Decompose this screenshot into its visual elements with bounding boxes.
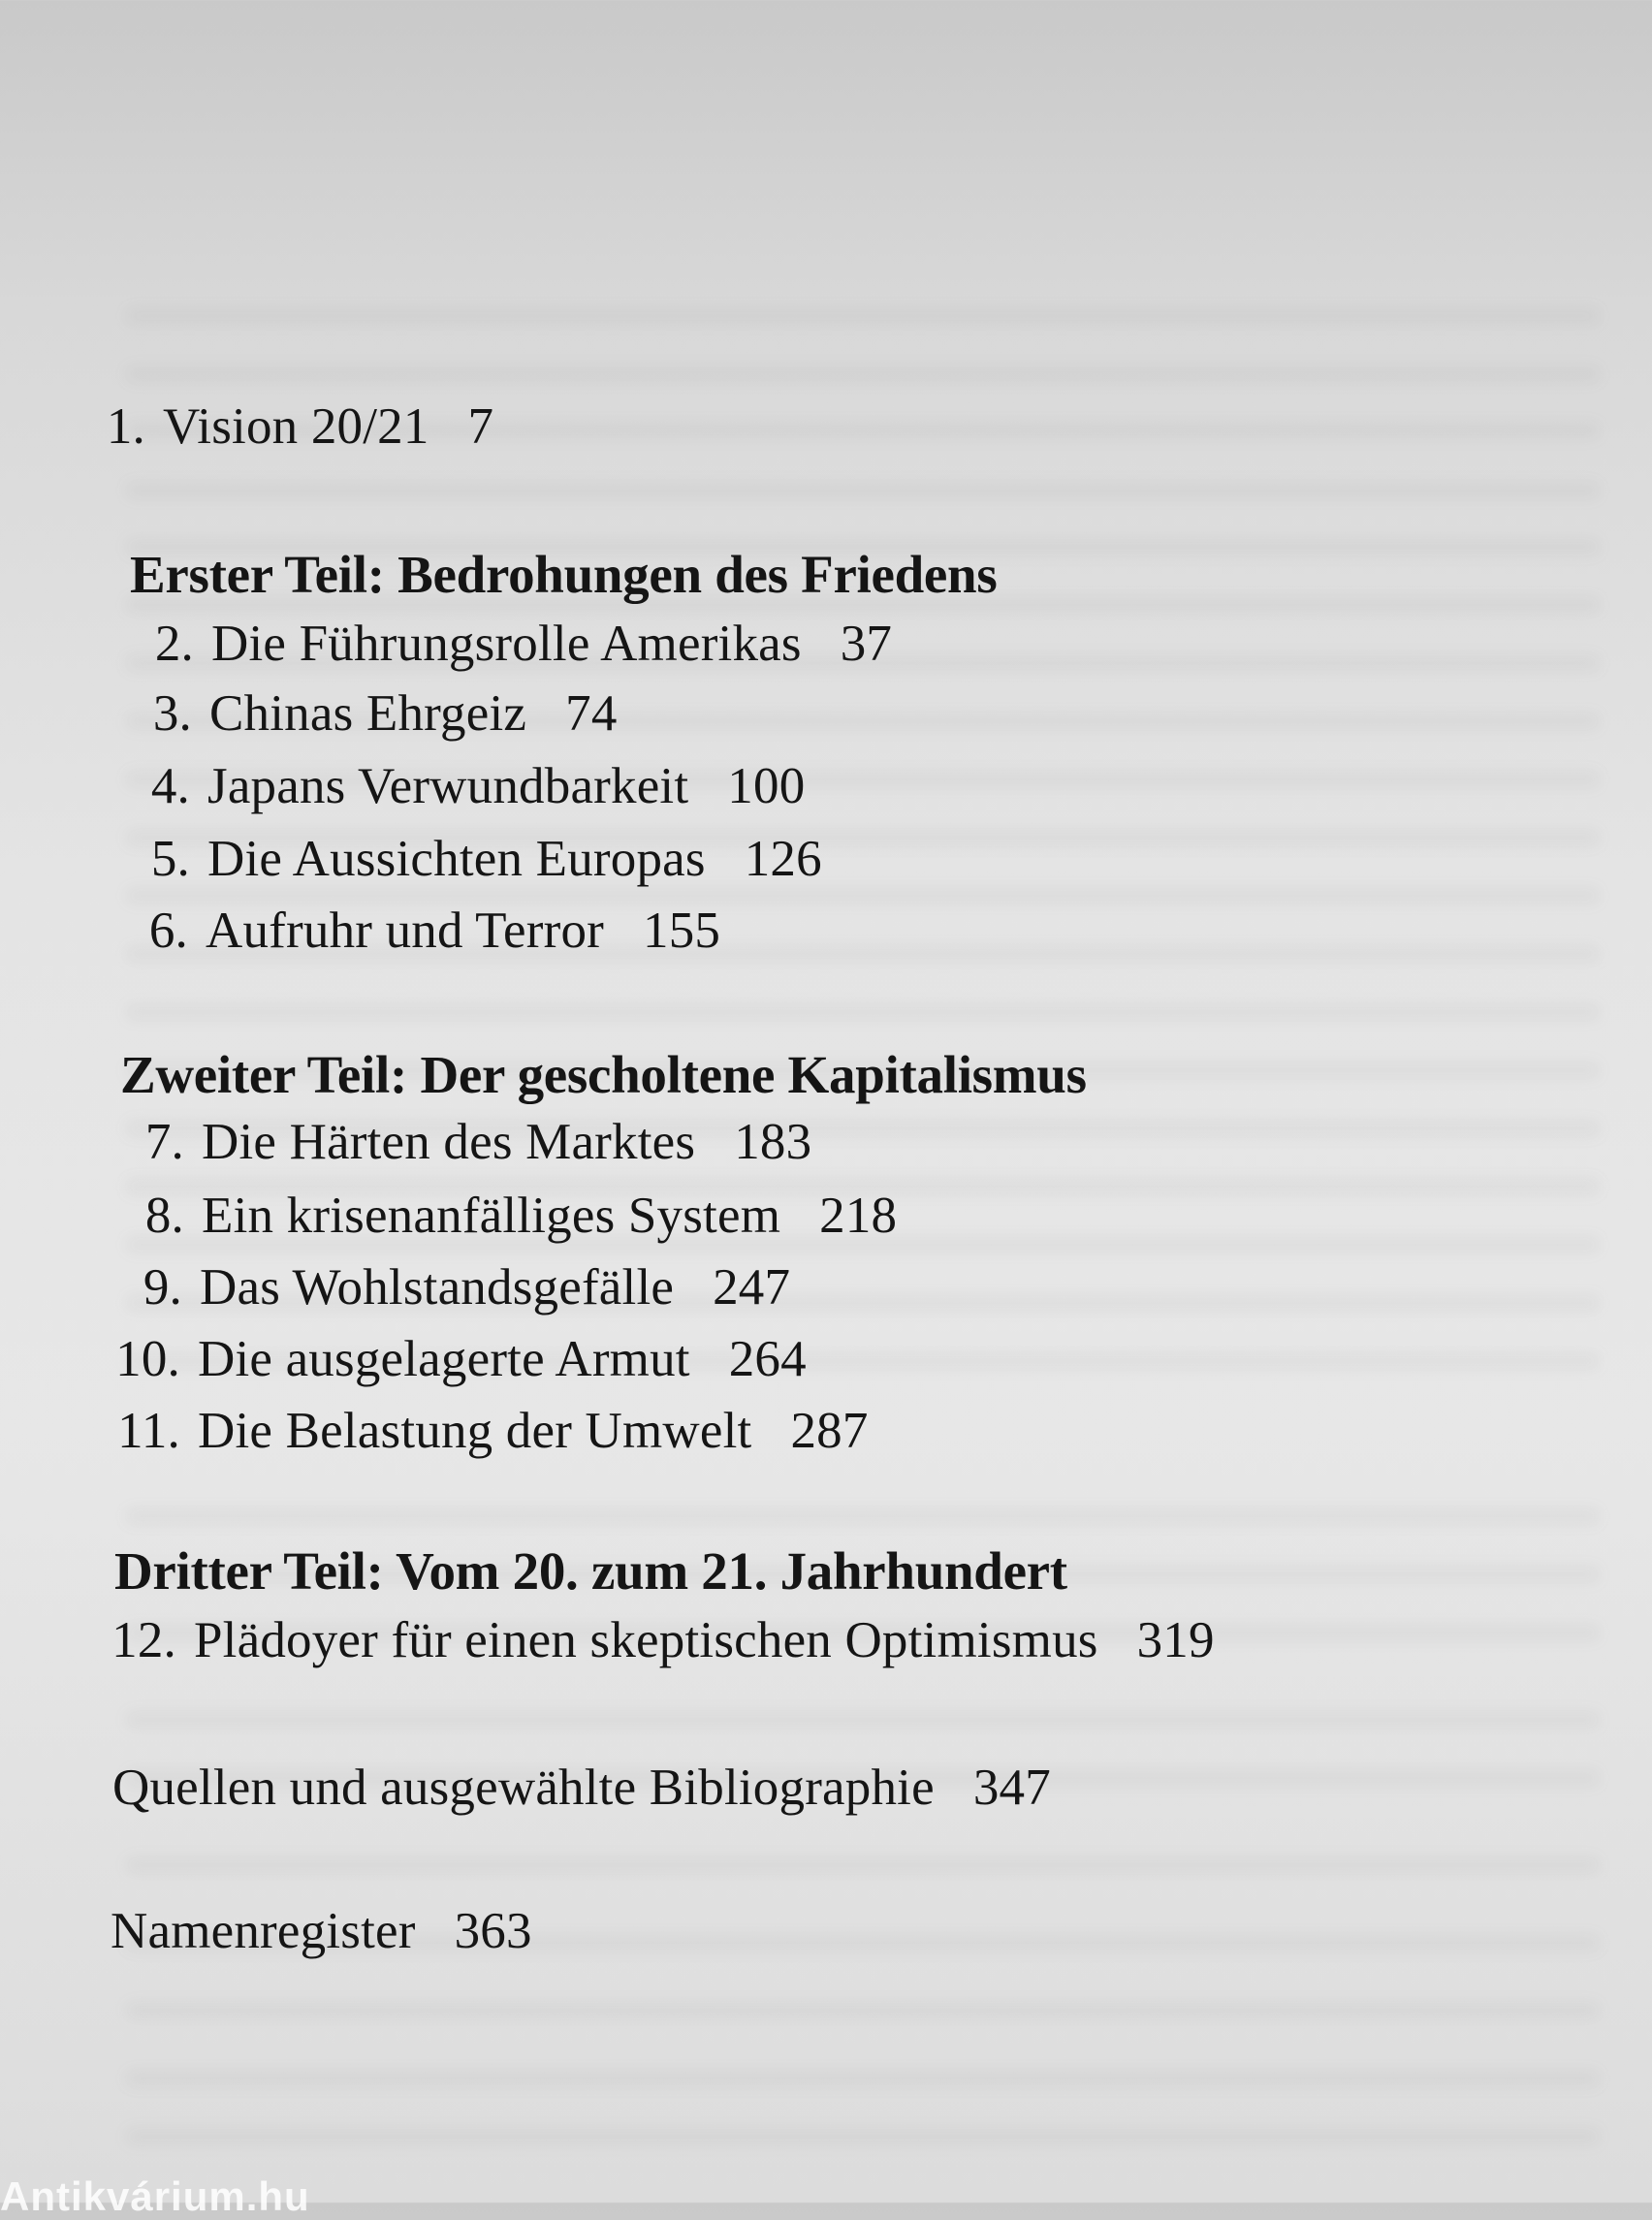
page-number: 7 [467,398,494,455]
chapter-number: 7. [144,1114,184,1170]
chapter-number: 10. [115,1331,180,1387]
chapter-number: 12. [111,1612,176,1668]
toc-entry [97,1187,897,1245]
chapter-title: Plädoyer für einen skeptischen Optimismus [194,1612,1098,1668]
bleed-through-line [126,1712,1600,1728]
toc-entry-index [111,1902,532,1960]
page-number: 37 [840,616,893,672]
bleed-through-line [126,483,1600,498]
chapter-title: Japans Verwundbarkeit [207,758,689,814]
part-heading: Dritter Teil: Vom 20. zum 21. Jahrhundert [114,1541,1067,1601]
chapter-title: Die Belastung der Umwelt [198,1403,752,1459]
toc-entry [97,1113,811,1171]
toc-entry [101,902,720,960]
chapter-title: Chinas Ehrgeiz [209,685,527,742]
chapter-number: 3. [152,685,192,742]
bleed-through-line [126,1508,1600,1524]
chapter-title: Die ausgelagerte Armut [198,1331,690,1387]
page-number: 183 [734,1114,812,1170]
toc-entry [95,1258,790,1316]
toc-entry [93,1330,807,1388]
chapter-title: Das Wohlstandsgefälle [200,1259,675,1316]
bleed-through-line [126,2003,1600,2018]
part-heading: Erster Teil: Bedrohungen des Friedens [130,545,998,604]
watermark: Antikvárium.hu [0,2173,310,2219]
page-number: 126 [744,831,822,887]
bleed-through-line [126,366,1600,382]
toc-entry [105,684,618,743]
chapter-title: Ein krisenanfälliges System [202,1188,781,1244]
page-number: 347 [972,1760,1051,1816]
page-number: 155 [643,903,721,959]
chapter-number: 2. [154,616,194,672]
bleed-through-line [126,1857,1600,1873]
chapter-number: 5. [150,831,190,887]
bleed-through-line [126,2071,1600,2086]
chapter-number: 6. [148,903,188,959]
chapter-title: Vision 20/21 [163,398,429,455]
chapter-title: Aufruhr und Terror [206,903,605,959]
entry-title: Quellen und ausgewählte Bibliographie [112,1760,935,1816]
chapter-number: 4. [150,758,190,814]
page-number: 287 [790,1403,869,1459]
page-number: 218 [819,1188,898,1244]
bleed-through-line [126,1004,1600,1020]
chapter-title: Die Führungsrolle Amerikas [211,616,802,672]
bleed-through-line [126,308,1600,324]
chapter-number: 8. [144,1188,184,1244]
chapter-number: 1. [106,398,145,455]
chapter-number: 9. [143,1259,182,1316]
bleed-through-line [126,2129,1600,2144]
part-heading: Zweiter Teil: Der gescholtene Kapitalismus [120,1045,1087,1104]
toc-entry [12,1611,1215,1669]
chapter-number: 11. [117,1403,180,1459]
entry-title: Namenregister [111,1903,416,1959]
chapter-title: Die Aussichten Europas [207,831,706,887]
toc-entry [93,1402,869,1460]
chapter-title: Die Härten des Marktes [202,1114,696,1170]
toc-entry [103,830,822,888]
page-number: 74 [565,685,618,742]
page-number: 100 [727,758,806,814]
toc-entry [107,615,892,673]
toc-entry-bibliography [112,1759,1051,1817]
toc-entry [103,757,805,815]
toc-entry [58,397,493,456]
page-number: 363 [454,1903,532,1959]
page-number: 319 [1136,1612,1215,1668]
page-number: 264 [728,1331,807,1387]
page-number: 247 [713,1259,791,1316]
